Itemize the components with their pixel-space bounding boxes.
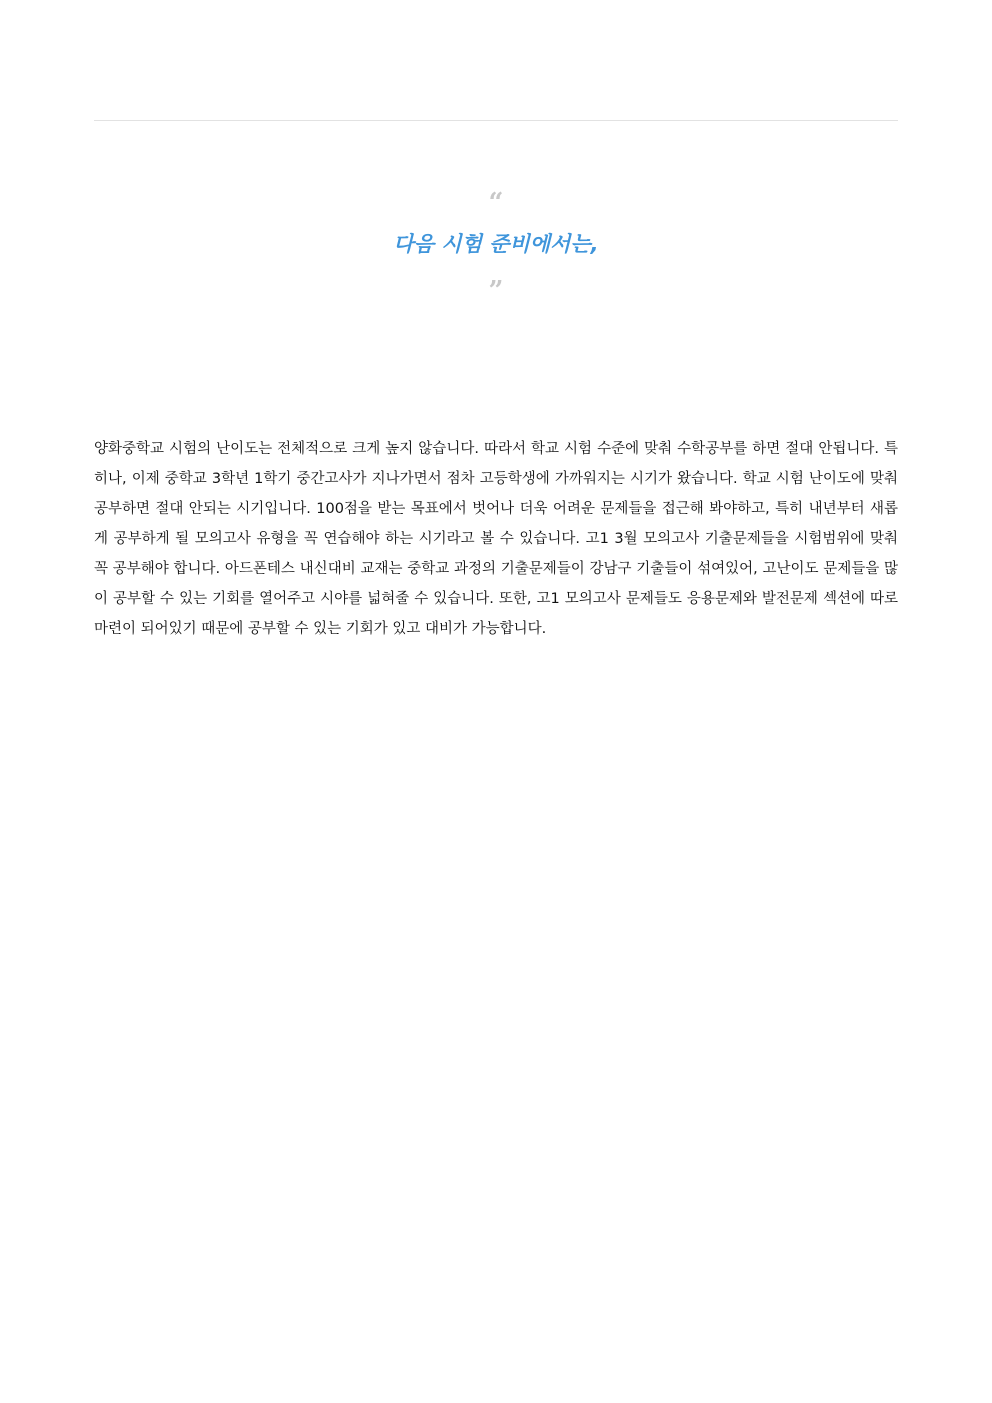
close-quote-icon: ”	[488, 276, 504, 306]
open-quote-icon: “	[488, 188, 504, 218]
body-paragraph: 양화중학교 시험의 난이도는 전체적으로 크게 높지 않습니다. 따라서 학교 시험 수준에 맞춰 수학공부를 하면 절대 안됩니다. 특히나, 이제 중학교 3학년 1학기 중간고사가 지나가면서 점차 고등학생에 가까워지는 시기가 왔습니다. 학교 시험 난이도에 맞춰 공부하면 절대 안되는 시기입니다. 100점을 받는 목표에서 벗어나 더욱 어려운 문제들을 접근해 봐야하고, 특히 내년부터 새롭게 공부하게 될 모의고사 유형을 꼭 연습해야 하는 시기라고 볼 수 있습니다. 고1 3월 모의고사 기출문제들을 시험범위에 맞춰 꼭 공부해야 합니다. 아드폰테스 내신대비 교재는 중학교 과정의 기출문제들이 강남구 기출들이 섞여있어, 고난이도 문제들을 많이 공부할 수 있는 기회를 열어주고 시야를 넓혀줄 수 있습니다. 또한, 고1 모의고사 문제들도 응용문제와 발전문제 섹션에 따로 마련이 되어있기 때문에 공부할 수 있는 기회가 있고 대비가 가능합니다.	[94, 441, 898, 637]
section-headline: 다음 시험 준비에서는,	[393, 232, 599, 256]
top-divider	[94, 120, 898, 121]
